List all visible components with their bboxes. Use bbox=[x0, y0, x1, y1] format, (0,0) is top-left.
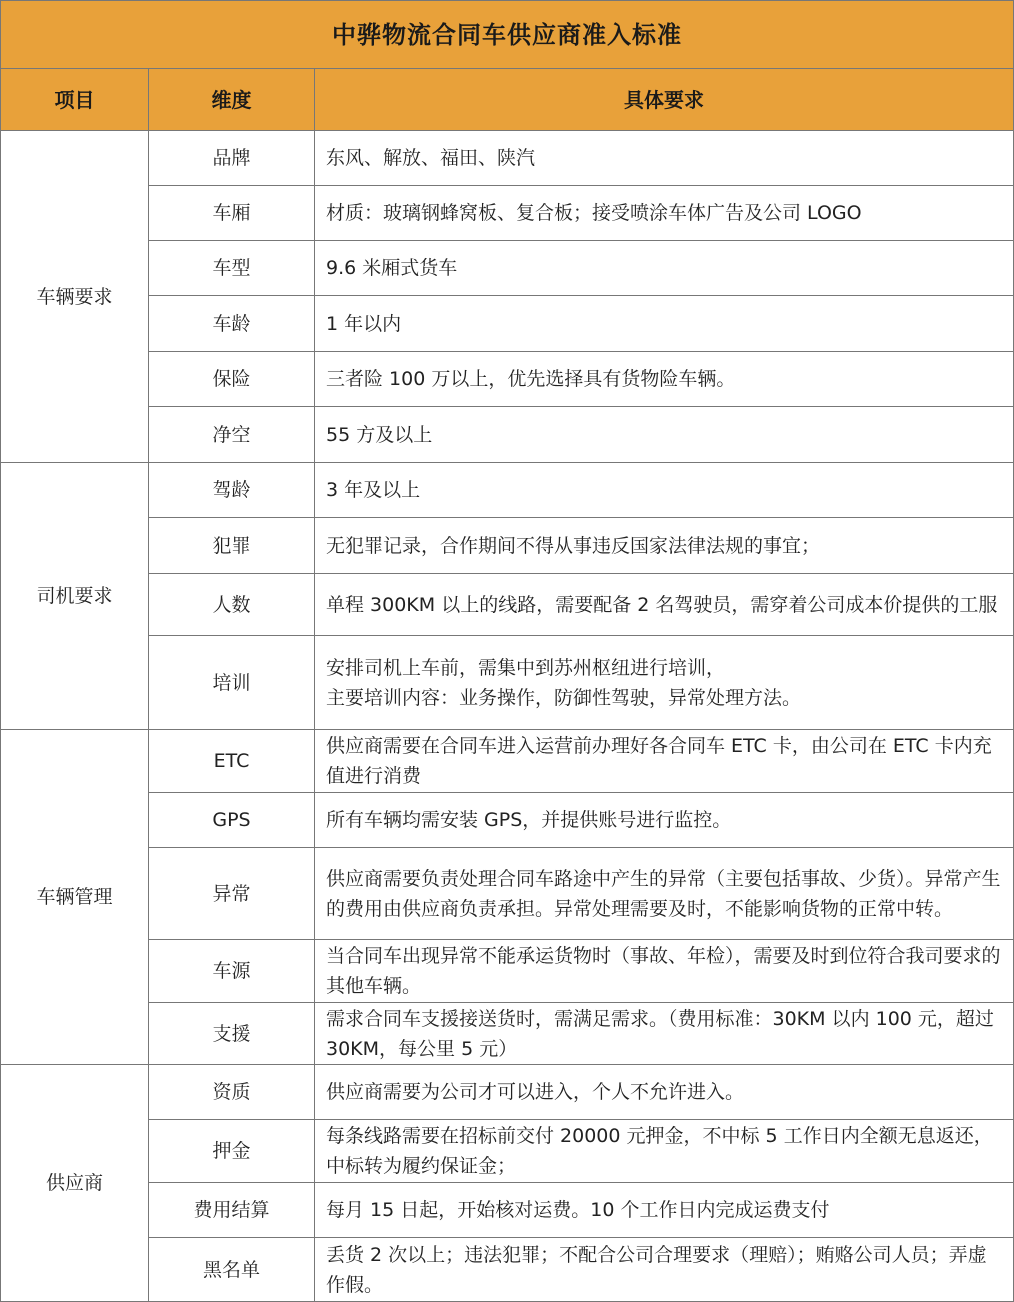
header-dimension: 维度 bbox=[149, 69, 315, 131]
header-item: 项目 bbox=[1, 69, 149, 131]
requirement-cell: 当合同车出现异常不能承运货物时（事故、年检），需要及时到位符合我司要求的其他车辆。 bbox=[315, 940, 1014, 1003]
requirement-cell: 丢货 2 次以上；违法犯罪；不配合公司合理要求（理赔）；贿赂公司人员；弄虚作假。 bbox=[315, 1238, 1014, 1302]
title-row bbox=[1, 1, 1014, 69]
dimension-cell: 人数 bbox=[149, 574, 315, 636]
dimension-cell: 押金 bbox=[149, 1120, 315, 1183]
dimension-cell: 车源 bbox=[149, 940, 315, 1003]
table-row bbox=[1, 131, 1014, 186]
requirement-cell: 每条线路需要在招标前交付 20000 元押金，不中标 5 工作日内全额无息返还，中标转为履约保证金； bbox=[315, 1120, 1014, 1183]
table-row bbox=[1, 241, 1014, 296]
table-row bbox=[1, 793, 1014, 848]
category-cell: 车辆要求 bbox=[1, 131, 149, 463]
requirement-cell: 东风、解放、福田、陕汽 bbox=[315, 131, 1014, 186]
dimension-cell: 车厢 bbox=[149, 186, 315, 241]
requirement-cell: 安排司机上车前，需集中到苏州枢纽进行培训， 主要培训内容：业务操作，防御性驾驶，异常处理方法。 bbox=[315, 636, 1014, 730]
requirement-cell: 55 方及以上 bbox=[315, 407, 1014, 463]
table-row bbox=[1, 848, 1014, 940]
table-row bbox=[1, 574, 1014, 636]
table-row bbox=[1, 636, 1014, 730]
table-row bbox=[1, 518, 1014, 574]
requirement-cell: 供应商需要为公司才可以进入，个人不允许进入。 bbox=[315, 1065, 1014, 1120]
page-title: 中骅物流合同车供应商准入标准 bbox=[1, 1, 1014, 69]
table-row bbox=[1, 407, 1014, 463]
table-row bbox=[1, 296, 1014, 352]
table-row bbox=[1, 1120, 1014, 1183]
dimension-cell: 驾龄 bbox=[149, 463, 315, 518]
requirement-cell: 材质：玻璃钢蜂窝板、复合板；接受喷涂车体广告及公司 LOGO bbox=[315, 186, 1014, 241]
table-row bbox=[1, 1238, 1014, 1302]
category-cell: 司机要求 bbox=[1, 463, 149, 730]
requirement-cell: 供应商需要负责处理合同车路途中产生的异常（主要包括事故、少货）。异常产生的费用由供应商负责承担。异常处理需要及时，不能影响货物的正常中转。 bbox=[315, 848, 1014, 940]
table-row bbox=[1, 730, 1014, 793]
requirement-cell: 3 年及以上 bbox=[315, 463, 1014, 518]
requirement-cell: 9.6 米厢式货车 bbox=[315, 241, 1014, 296]
table-row bbox=[1, 1183, 1014, 1238]
dimension-cell: 车型 bbox=[149, 241, 315, 296]
requirement-cell: 每月 15 日起，开始核对运费。10 个工作日内完成运费支付 bbox=[315, 1183, 1014, 1238]
table-row bbox=[1, 1065, 1014, 1120]
category-cell: 供应商 bbox=[1, 1065, 149, 1302]
requirement-cell: 1 年以内 bbox=[315, 296, 1014, 352]
requirement-cell: 三者险 100 万以上，优先选择具有货物险车辆。 bbox=[315, 352, 1014, 407]
header-requirement: 具体要求 bbox=[315, 69, 1014, 131]
dimension-cell: 净空 bbox=[149, 407, 315, 463]
dimension-cell: 黑名单 bbox=[149, 1238, 315, 1302]
dimension-cell: GPS bbox=[149, 793, 315, 848]
table-row bbox=[1, 186, 1014, 241]
table-row bbox=[1, 352, 1014, 407]
requirement-cell: 单程 300KM 以上的线路，需要配备 2 名驾驶员，需穿着公司成本价提供的工服 bbox=[315, 574, 1014, 636]
dimension-cell: 保险 bbox=[149, 352, 315, 407]
dimension-cell: 异常 bbox=[149, 848, 315, 940]
table-row bbox=[1, 1003, 1014, 1065]
dimension-cell: 培训 bbox=[149, 636, 315, 730]
requirement-cell: 需求合同车支援接送货时，需满足需求。（费用标准：30KM 以内 100 元，超过 30KM，每公里 5 元） bbox=[315, 1003, 1014, 1065]
requirement-cell: 无犯罪记录，合作期间不得从事违反国家法律法规的事宜； bbox=[315, 518, 1014, 574]
category-cell: 车辆管理 bbox=[1, 730, 149, 1065]
table-row bbox=[1, 463, 1014, 518]
table-row bbox=[1, 940, 1014, 1003]
dimension-cell: 犯罪 bbox=[149, 518, 315, 574]
dimension-cell: ETC bbox=[149, 730, 315, 793]
dimension-cell: 品牌 bbox=[149, 131, 315, 186]
header-row bbox=[1, 69, 1014, 131]
requirement-cell: 所有车辆均需安装 GPS，并提供账号进行监控。 bbox=[315, 793, 1014, 848]
dimension-cell: 资质 bbox=[149, 1065, 315, 1120]
dimension-cell: 支援 bbox=[149, 1003, 315, 1065]
dimension-cell: 车龄 bbox=[149, 296, 315, 352]
dimension-cell: 费用结算 bbox=[149, 1183, 315, 1238]
requirement-cell: 供应商需要在合同车进入运营前办理好各合同车 ETC 卡，由公司在 ETC 卡内充值进行消费 bbox=[315, 730, 1014, 793]
